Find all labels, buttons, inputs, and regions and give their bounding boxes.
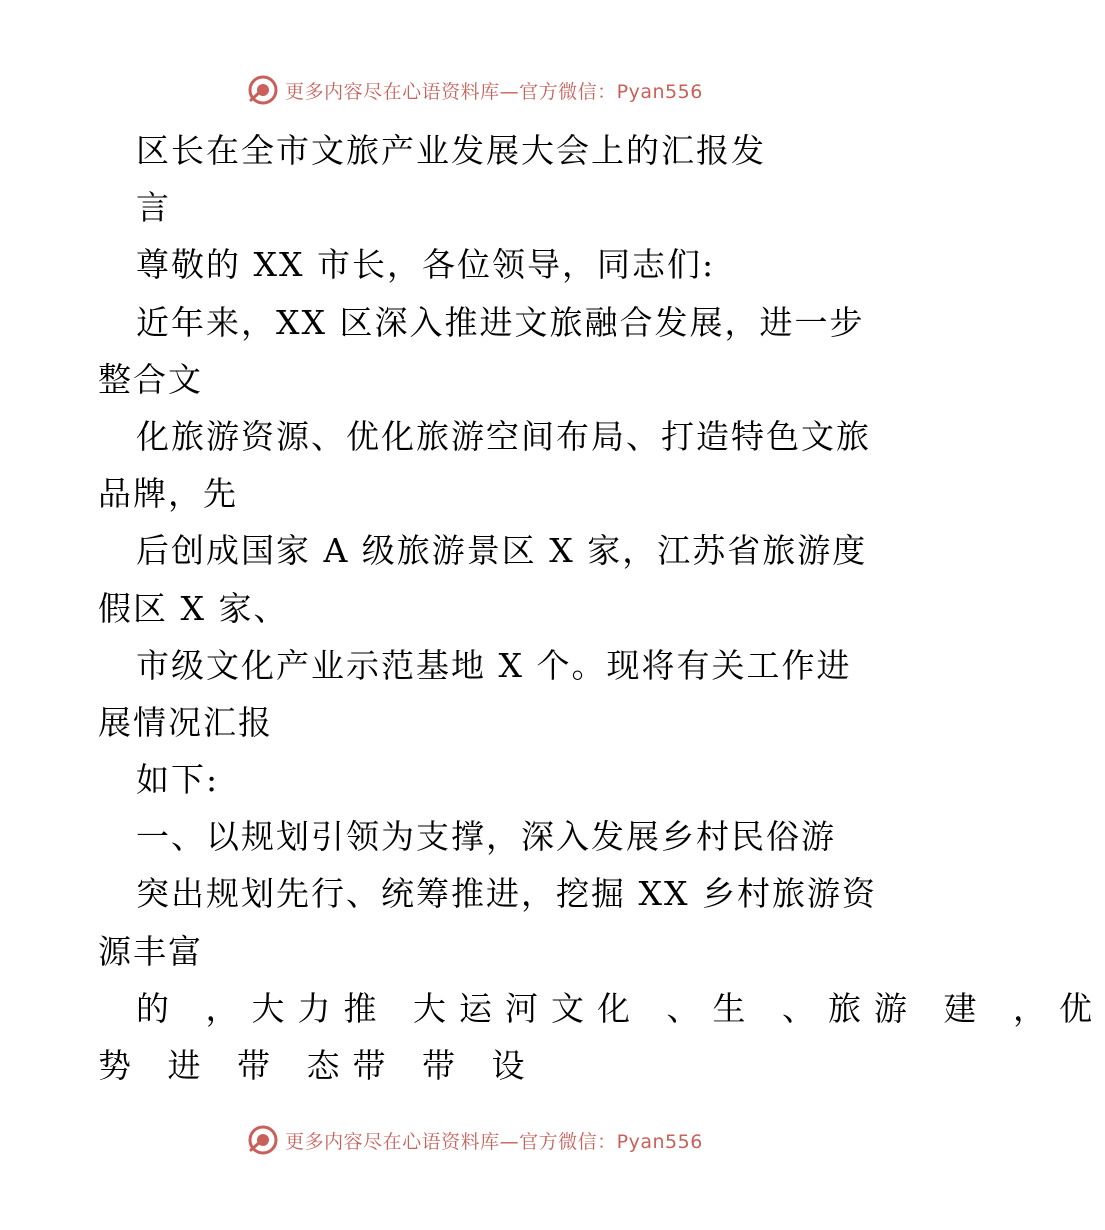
text-line: 后创成国家 A 级旅游景区 X 家，江苏省旅游度 [136,531,868,571]
footer-watermark-banner [0,1120,950,1160]
brand-logo-icon [247,74,279,106]
text-line: 展情况汇报 [98,702,273,742]
text-line: 市级文化产业示范基地 X 个。现将有关工作进 [136,645,852,685]
text-line: 品牌，先 [98,474,238,514]
watermark-text: 更多内容尽在心语资料库—官方微信：Pyan556 [285,1130,703,1153]
text-line: 言 [136,188,171,228]
text-line: 一、以规划引领为支撑，深入发展乡村民俗游 [136,817,836,857]
text-line: 整合文 [98,359,203,399]
text-line: 源丰富 [98,931,203,971]
text-line: 势 进 带 态带 带 设 [98,1046,538,1085]
brand-logo-icon [247,1124,279,1156]
text-line: 假区 X 家、 [98,588,289,628]
text-line: 尊敬的 XX 市长，各位领导，同志们: [136,245,716,285]
text-line: 区长在全市文旅产业发展大会上的汇报发 [136,131,766,170]
text-line: 近年来，XX 区深入推进文旅融合发展，进一步 [136,302,865,342]
watermark-text: 更多内容尽在心语资料库—官方微信：Pyan556 [285,80,703,103]
text-line: 突出规划先行、统筹推进，挖掘 XX 乡村旅游资 [136,874,877,914]
header-watermark-banner [0,70,950,110]
text-line: 如下: [136,760,220,800]
text-line: 化旅游资源、优化旅游空间布局、打造特色文旅 [136,416,871,456]
text-line: 的 ，大力推 大运河文化 、生 、旅游 建 ，优 [136,988,1105,1028]
document-body [98,122,1105,1094]
